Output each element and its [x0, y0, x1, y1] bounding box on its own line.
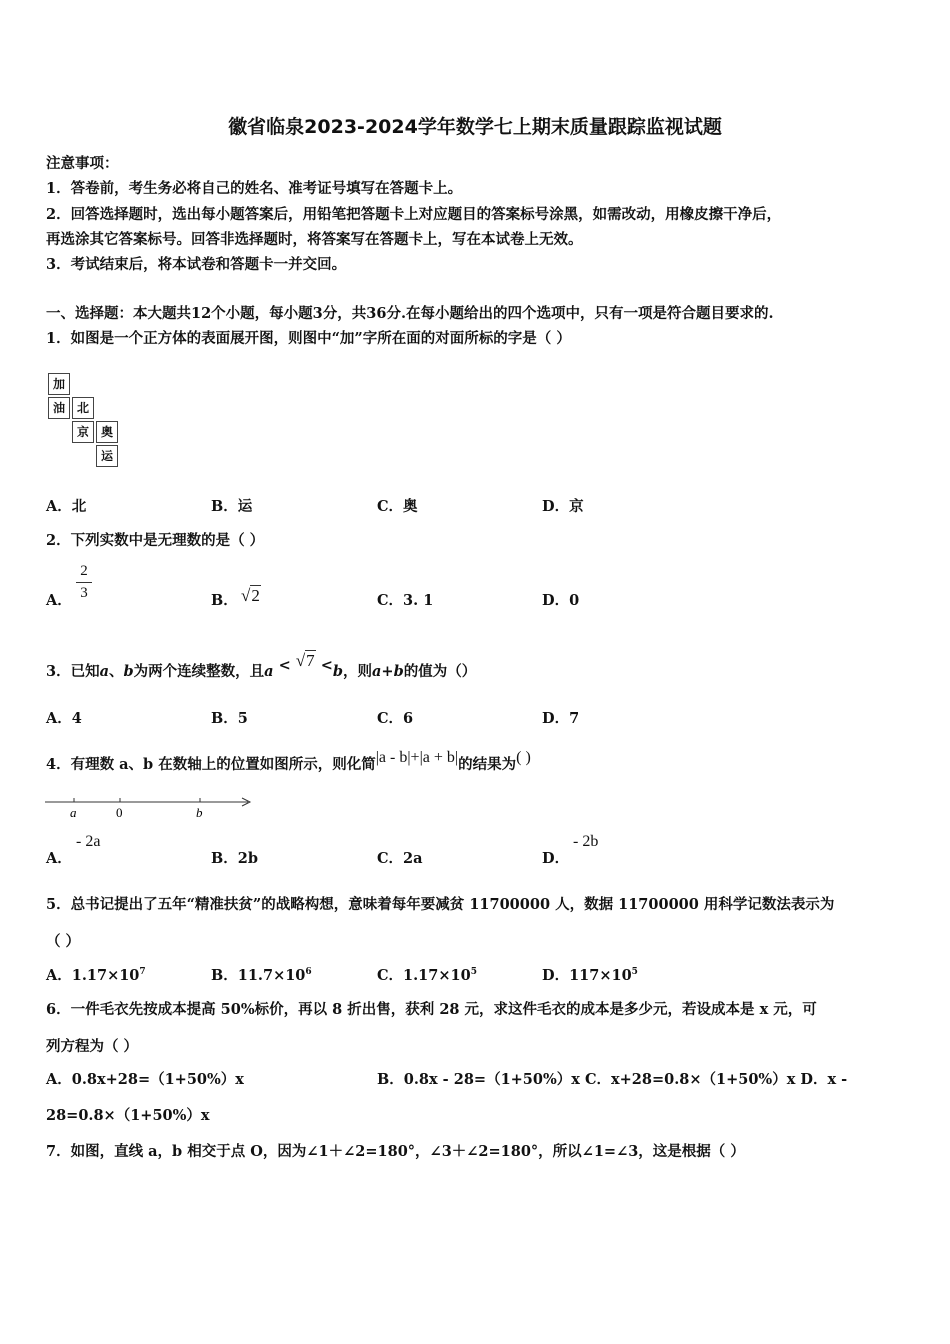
option-d[interactable]: D．京: [542, 498, 584, 515]
option-d-cont[interactable]: 28=0.8×（1+50%）x: [46, 1107, 210, 1124]
option-a[interactable]: A．: [46, 592, 72, 609]
number-line-figure: [44, 794, 256, 822]
question-1-stem: 1．如图是一个正方体的表面展开图，则图中“加”字所在面的对面所标的字是（ ）: [46, 330, 571, 347]
option-b[interactable]: [211, 964, 312, 985]
option-c[interactable]: C．奥: [377, 498, 418, 515]
q3-text: 的值为（）: [403, 663, 477, 680]
net-face: 加: [48, 373, 70, 395]
option-b[interactable]: B．5: [211, 710, 248, 727]
option-d-value: - 2b: [573, 833, 599, 850]
fraction-numerator: 2: [80, 563, 88, 579]
option-a[interactable]: A．北: [46, 498, 87, 515]
radicand: 7: [306, 651, 315, 670]
option-c[interactable]: C．6: [377, 710, 414, 727]
option-a[interactable]: A．0.8x+28=（1+50%）x: [46, 1071, 244, 1088]
notice-item: 3．考试结束后，将本试卷和答题卡一并交回。: [46, 256, 347, 273]
question-5-paren: （ ）: [46, 933, 81, 950]
net-face: 运: [96, 445, 118, 467]
axis-label-zero: 0: [116, 805, 123, 820]
abs-expression: |a - b|+|a + b|: [375, 749, 459, 766]
net-face: 油: [48, 397, 70, 419]
notice-item: 2．回答选择题时，选出每小题答案后，用铅笔把答题卡上对应题目的答案标号涂黑，如需改动，用橡皮擦干净后，: [46, 206, 782, 223]
fraction-two-thirds: [76, 563, 92, 602]
net-face: 京: [72, 421, 94, 443]
var-b: b: [332, 663, 344, 680]
section-heading: 一、选择题：本大题共12个小题，每小题3分，共36分.在每小题给出的四个选项中，只有一项是符合题目要求的.: [46, 305, 774, 322]
sqrt-seven: √7: [295, 651, 315, 670]
var-b: b: [123, 663, 134, 680]
fraction-denominator: 3: [80, 585, 88, 601]
net-face: 北: [72, 397, 94, 419]
option-b[interactable]: B．: [211, 592, 238, 609]
option-b[interactable]: B．运: [211, 498, 253, 515]
option-label: A．1.17×10: [46, 967, 140, 984]
page-title: 徽省临泉2023-2024学年数学七上期末质量跟踪监视试题: [228, 116, 722, 138]
question-2-stem: 2．下列实数中是无理数的是（ ）: [46, 532, 265, 549]
option-d[interactable]: D．7: [542, 710, 580, 727]
option-bcd[interactable]: B．0.8x - 28=（1+50%）x C．x+28=0.8×（1+50%）x D．x -: [377, 1071, 848, 1088]
q3-text: ，则: [343, 663, 373, 680]
option-c[interactable]: C．3. 1: [377, 592, 434, 609]
q4-text: 4．有理数 a、b 在数轴上的位置如图所示，则化简: [46, 756, 376, 773]
notice-item: 1．答卷前，考生务必将自己的姓名、准考证号填写在答题卡上。: [46, 180, 463, 197]
option-a[interactable]: [46, 964, 146, 985]
sqrt-two: √2: [241, 586, 260, 605]
net-face: 奥: [96, 421, 118, 443]
radicand: 2: [251, 586, 260, 605]
var-a: a: [99, 663, 109, 680]
axis-label-a: a: [70, 805, 77, 820]
option-a-value: - 2a: [76, 833, 101, 850]
option-b[interactable]: B．2b: [211, 850, 258, 867]
question-6-stem: 6．一件毛衣先按成本提高 50%标价，再以 8 折出售，获利 28 元，求这件毛衣的成本是多少元，若设成本是 x 元，可: [46, 1001, 817, 1018]
question-4-stem: [46, 749, 531, 774]
option-c[interactable]: [377, 964, 477, 985]
exponent: 5: [470, 967, 477, 978]
option-d[interactable]: D．: [542, 850, 570, 867]
option-label: C．1.17×10: [377, 967, 471, 984]
option-d[interactable]: [542, 964, 638, 985]
less-than: <: [278, 657, 291, 674]
exponent: 7: [139, 967, 146, 978]
q4-text: 的结果为: [458, 756, 517, 773]
less-than: <: [320, 657, 333, 674]
option-label: B．11.7×10: [211, 967, 306, 984]
question-7-stem: 7．如图，直线 a，b 相交于点 O，因为∠1＋∠2=180°，∠3＋∠2=180°，所以∠1=∠3，这是根据（ ）: [46, 1143, 745, 1160]
notice-item: 再选涂其它答案标号。回答非选择题时，将答案写在答题卡上，写在本试卷上无效。: [46, 231, 583, 248]
question-5-stem: 5．总书记提出了五年“精准扶贫”的战略构想，意味着每年要减贫 11700000 人，数据 11700000 用科学记数法表示为: [46, 896, 835, 913]
option-a[interactable]: A．: [46, 850, 72, 867]
expr-a-plus-b: a+b: [372, 663, 404, 680]
exponent: 6: [305, 967, 312, 978]
q3-text: 、: [109, 663, 124, 680]
var-a: a: [264, 663, 274, 680]
question-6-stem-cont: 列方程为（ ）: [46, 1038, 139, 1055]
notice-heading: 注意事项：: [46, 155, 119, 172]
option-c[interactable]: C．2a: [377, 850, 423, 867]
option-label: D．117×10: [542, 967, 632, 984]
option-a[interactable]: A．4: [46, 710, 82, 727]
axis-label-b: b: [196, 805, 203, 820]
q3-text: 为两个连续整数，且: [133, 663, 265, 680]
option-d[interactable]: D．0: [542, 592, 580, 609]
question-3-stem: [46, 651, 477, 681]
q3-text: 3．已知: [46, 663, 100, 680]
exponent: 5: [631, 967, 638, 978]
answer-paren: ( ): [516, 749, 531, 766]
